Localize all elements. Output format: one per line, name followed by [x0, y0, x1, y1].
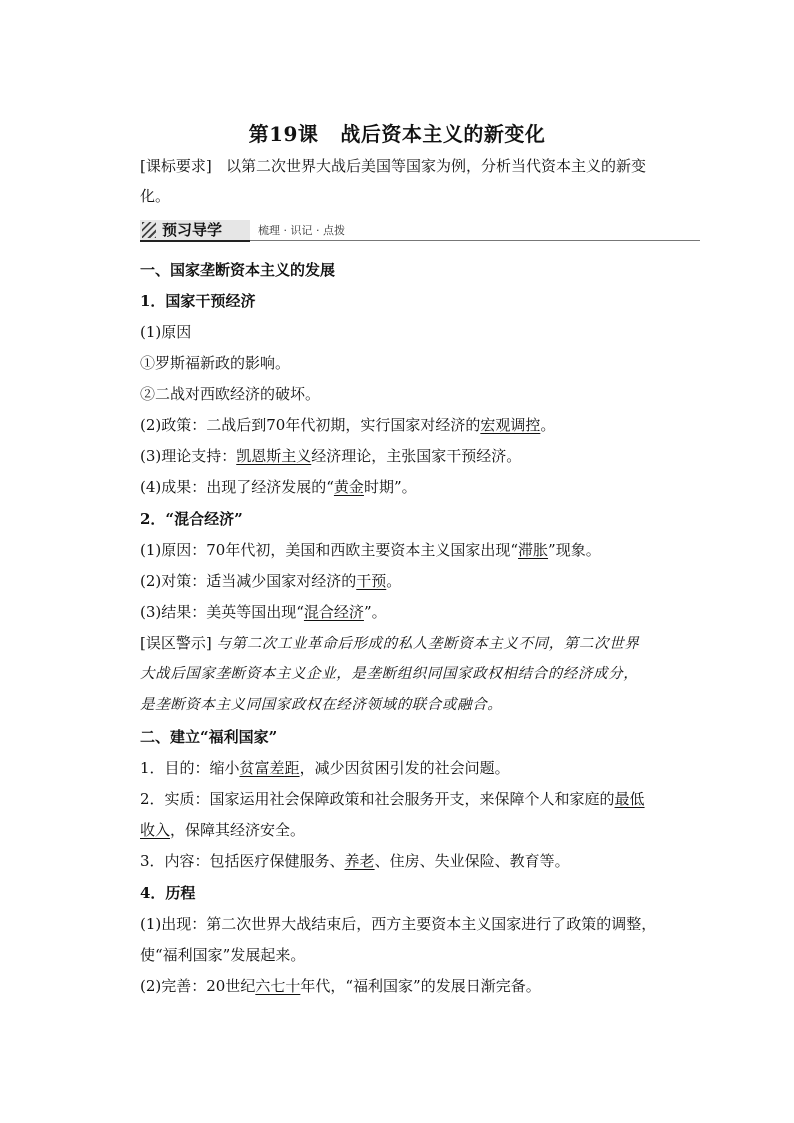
essence-end: ，保障其经济安全。 [170, 821, 306, 839]
welfare-essence [140, 789, 700, 809]
reason-1: ①罗斯福新政的影响。 [140, 354, 291, 372]
banner-rule [250, 240, 700, 241]
warning-note-1 [140, 633, 700, 654]
purpose-key: 贫富差距 [239, 759, 300, 777]
stripes-icon [142, 222, 156, 238]
result-text: (4)成果：出现了经济发展的“ [140, 478, 334, 496]
mixed-measure-key: 干预 [356, 572, 387, 590]
content-key: 养老 [344, 852, 375, 870]
mixed-result-key: 混合经济 [303, 603, 364, 621]
welfare-history: 4．历程 [140, 884, 196, 902]
policy-text: (2)政策：二战后到70年代初期，实行国家对经济的 [140, 416, 481, 434]
welfare-content [140, 851, 700, 871]
mixed-reason [140, 540, 700, 560]
curriculum-requirement [140, 156, 700, 176]
mixed-measure [140, 571, 700, 591]
banner-rule-thick [140, 240, 250, 242]
section-banner [140, 220, 700, 242]
essence-key: 最低 [614, 790, 645, 808]
welfare-purpose [140, 758, 700, 778]
lesson-number: 第19课 [248, 122, 319, 146]
policy-key: 宏观调控 [480, 416, 541, 434]
mixed-reason-key: 滞胀 [518, 541, 549, 559]
mixed-measure-end: 。 [386, 572, 402, 590]
perfect-end: 年代，“福利国家”的发展日渐完备。 [300, 977, 541, 995]
mixed-reason-end: ”现象。 [548, 541, 601, 559]
lesson-name: 战后资本主义的新变化 [340, 122, 546, 146]
item-policy [140, 415, 700, 435]
theory-end: 经济理论，主张国家干预经济。 [311, 447, 522, 465]
history-appear-cont: 使“福利国家”发展起来。 [140, 946, 306, 964]
warning-text: 与第二次工业革命后形成的私人垄断资本主义不同，第二次世界 [216, 636, 640, 652]
history-appear: (1)出现：第二次世界大战结束后，西方主要资本主义国家进行了政策的调整， [140, 915, 657, 933]
purpose-text: 1．目的：缩小 [140, 759, 240, 777]
requirement-label: [课标要求] [140, 157, 212, 175]
warning-label: [误区警示] [140, 634, 212, 652]
essence-key-cont: 收入 [140, 821, 171, 839]
subheading-2: 2．“混合经济” [140, 510, 243, 528]
essence-text: 2．实质：国家运用社会保障政策和社会服务开支，来保障个人和家庭的 [140, 790, 615, 808]
item-result [140, 477, 700, 497]
result-end: 时期”。 [363, 478, 417, 496]
welfare-essence-cont [140, 820, 700, 840]
warning-note-3: 是垄断资本主义同国家政权在经济领域的联合或融合。 [140, 697, 503, 713]
mixed-result-end: ”。 [363, 603, 387, 621]
content-text: 3．内容：包括医疗保健服务、 [140, 852, 345, 870]
banner-label: 预习导学 [162, 221, 223, 239]
requirement-text-cont: 化。 [140, 187, 171, 205]
item-reason: (1)原因 [140, 323, 192, 341]
mixed-result [140, 602, 700, 622]
mixed-result-text: (3)结果：美英等国出现“ [140, 603, 304, 621]
mixed-reason-text: (1)原因：70年代初，美国和西欧主要资本主义国家出现“ [140, 541, 519, 559]
policy-end: 。 [540, 416, 556, 434]
content-end: 、住房、失业保险、教育等。 [374, 852, 570, 870]
banner-subtitle: 梳理 · 识记 · 点拨 [258, 224, 345, 237]
section-heading-2: 二、建立“福利国家” [140, 728, 278, 746]
section-heading-1: 一、国家垄断资本主义的发展 [140, 261, 336, 279]
warning-note-2: 大战后国家垄断资本主义企业，是垄断组织同国家政权相结合的经济成分， [140, 666, 639, 682]
mixed-measure-text: (2)对策：适当减少国家对经济的 [140, 572, 357, 590]
subheading-1: 1．国家干预经济 [140, 292, 256, 310]
purpose-end: ，减少因贫困引发的社会问题。 [299, 759, 510, 777]
item-theory [140, 446, 700, 466]
theory-key: 凯恩斯主义 [236, 447, 312, 465]
perfect-key: 六七十 [255, 977, 301, 995]
theory-text: (3)理论支持： [140, 447, 237, 465]
perfect-text: (2)完善：20世纪 [140, 977, 256, 995]
requirement-text: 以第二次世界大战后美国等国家为例，分析当代资本主义的新变 [226, 157, 647, 175]
result-key: 黄金 [333, 478, 364, 496]
history-perfect [140, 976, 700, 996]
reason-2: ②二战对西欧经济的破坏。 [140, 385, 321, 403]
lesson-title [0, 118, 794, 147]
